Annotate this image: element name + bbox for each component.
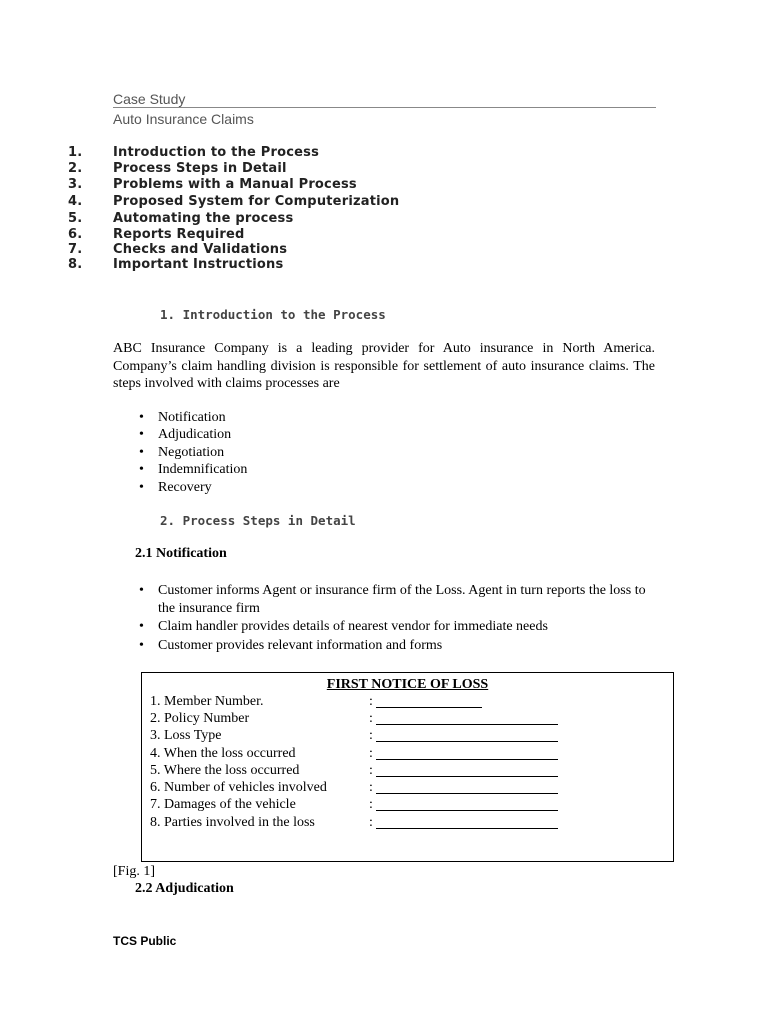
form-label: 2. Policy Number	[150, 711, 250, 726]
form-label: 8. Parties involved in the loss	[150, 815, 315, 830]
list-item: • Customer informs Agent or insurance firm of the Loss. Agent in turn reports the loss to the insurance firm	[135, 582, 665, 617]
form-blank-line	[376, 776, 558, 777]
title-rule	[113, 107, 656, 108]
notification-list	[135, 582, 665, 655]
document-subtitle: Auto Insurance Claims	[113, 111, 254, 127]
toc-text: Introduction to the Process	[113, 145, 320, 160]
toc-text: Important Instructions	[113, 257, 284, 272]
list-item: • Claim handler provides details of nearest vendor for immediate needs	[135, 618, 665, 636]
section-heading-introduction: 1. Introduction to the Process	[160, 307, 386, 322]
toc-number: 4.	[68, 194, 83, 209]
form-blank-line	[376, 759, 558, 760]
toc-text: Automating the process	[113, 211, 294, 226]
form-colon: :	[369, 815, 373, 830]
first-notice-of-loss-form	[141, 672, 674, 862]
form-label: 1. Member Number.	[150, 694, 264, 709]
list-item: • Negotiation	[135, 444, 247, 461]
toc-number: 8.	[68, 257, 83, 272]
form-blank-line	[376, 741, 558, 742]
document-title: Case Study	[113, 91, 186, 107]
form-blank-line	[376, 724, 558, 725]
form-label: 4. When the loss occurred	[150, 746, 296, 761]
list-item: • Indemnification	[135, 461, 247, 478]
form-colon: :	[369, 728, 373, 743]
subheading-notification: 2.1 Notification	[135, 546, 227, 561]
form-blank-line	[376, 793, 558, 794]
form-label: 5. Where the loss occurred	[150, 763, 300, 778]
toc-text: Reports Required	[113, 227, 245, 242]
form-title: FIRST NOTICE OF LOSS	[326, 677, 489, 692]
form-blank-line	[376, 707, 482, 708]
form-blank-line	[376, 828, 558, 829]
form-label: 3. Loss Type	[150, 728, 222, 743]
list-item: • Recovery	[135, 479, 247, 496]
toc-number: 2.	[68, 161, 83, 176]
form-colon: :	[369, 763, 373, 778]
form-colon: :	[369, 780, 373, 795]
intro-paragraph: ABC Insurance Company is a leading provider for Auto insurance in North America. Company’s claim handling division is responsible for settlement of auto insurance claims. The steps involved with claims processes are	[113, 341, 655, 391]
form-label: 6. Number of vehicles involved	[150, 780, 327, 795]
toc-text: Checks and Validations	[113, 242, 288, 257]
claim-steps-list	[135, 409, 247, 496]
toc-number: 1.	[68, 145, 83, 160]
list-item: • Customer provides relevant information and forms	[135, 637, 665, 655]
toc-number: 3.	[68, 177, 83, 192]
toc-number: 5.	[68, 211, 83, 226]
list-item: • Adjudication	[135, 426, 247, 443]
section-heading-process-steps: 2. Process Steps in Detail	[160, 513, 356, 528]
form-colon: :	[369, 694, 373, 709]
form-label: 7. Damages of the vehicle	[150, 797, 296, 812]
toc-text: Process Steps in Detail	[113, 161, 287, 176]
list-item: • Notification	[135, 409, 247, 426]
form-colon: :	[369, 711, 373, 726]
form-colon: :	[369, 746, 373, 761]
toc-text: Proposed System for Computerization	[113, 194, 400, 209]
figure-caption: [Fig. 1]	[113, 864, 155, 879]
subheading-adjudication: 2.2 Adjudication	[135, 881, 234, 896]
page-footer: TCS Public	[113, 934, 177, 948]
form-blank-line	[376, 810, 558, 811]
form-colon: :	[369, 797, 373, 812]
toc-number: 6.	[68, 227, 83, 242]
toc-number: 7.	[68, 242, 83, 257]
toc-text: Problems with a Manual Process	[113, 177, 357, 192]
